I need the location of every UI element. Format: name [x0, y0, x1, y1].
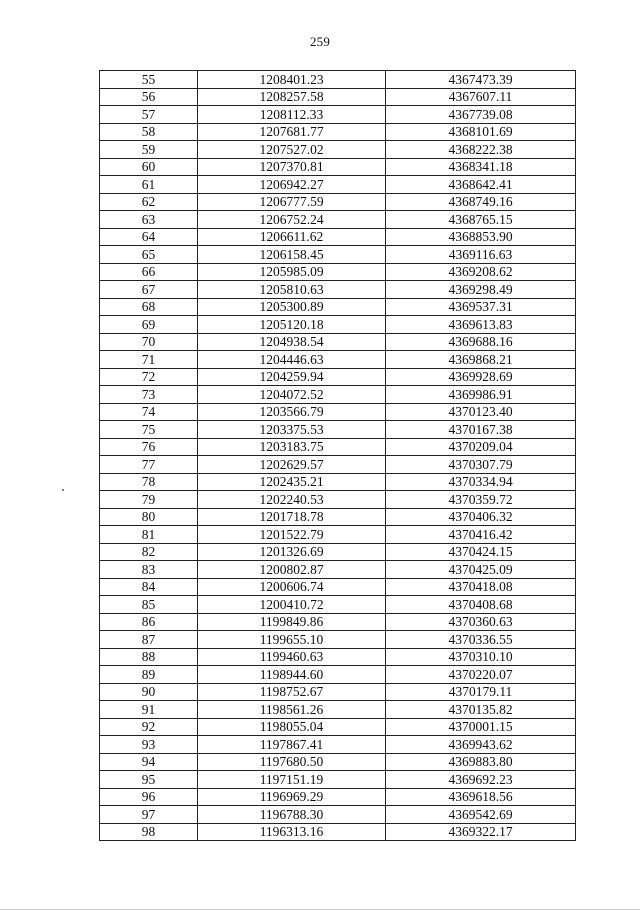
x-coordinate-cell: 1196969.29 — [198, 788, 386, 806]
point-number-cell: 90 — [100, 683, 198, 701]
point-number-cell: 94 — [100, 753, 198, 771]
y-coordinate-cell: 4369943.62 — [386, 736, 576, 754]
x-coordinate-cell: 1202629.57 — [198, 456, 386, 474]
point-number-cell: 89 — [100, 666, 198, 684]
x-coordinate-cell: 1206752.24 — [198, 211, 386, 229]
x-coordinate-cell: 1207527.02 — [198, 141, 386, 159]
x-coordinate-cell: 1206611.62 — [198, 228, 386, 246]
table-row — [100, 176, 576, 194]
table-row — [100, 298, 576, 316]
table-row — [100, 333, 576, 351]
table-row — [100, 718, 576, 736]
table-row — [100, 141, 576, 159]
point-number-cell: 97 — [100, 806, 198, 824]
point-number-cell: 65 — [100, 246, 198, 264]
table-row — [100, 211, 576, 229]
table-row — [100, 543, 576, 561]
table-row — [100, 666, 576, 684]
y-coordinate-cell: 4369537.31 — [386, 298, 576, 316]
x-coordinate-cell: 1208401.23 — [198, 71, 386, 89]
point-number-cell: 82 — [100, 543, 198, 561]
y-coordinate-cell: 4370425.09 — [386, 561, 576, 579]
y-coordinate-cell: 4370406.32 — [386, 508, 576, 526]
point-number-cell: 73 — [100, 386, 198, 404]
x-coordinate-cell: 1200606.74 — [198, 578, 386, 596]
point-number-cell: 69 — [100, 316, 198, 334]
y-coordinate-cell: 4369542.69 — [386, 806, 576, 824]
table-row — [100, 701, 576, 719]
table-row — [100, 106, 576, 124]
y-coordinate-cell: 4370408.68 — [386, 596, 576, 614]
table-row — [100, 683, 576, 701]
x-coordinate-cell: 1203375.53 — [198, 421, 386, 439]
x-coordinate-cell: 1208112.33 — [198, 106, 386, 124]
point-number-cell: 70 — [100, 333, 198, 351]
x-coordinate-cell: 1206942.27 — [198, 176, 386, 194]
x-coordinate-cell: 1207681.77 — [198, 123, 386, 141]
table-row — [100, 771, 576, 789]
point-number-cell: 83 — [100, 561, 198, 579]
y-coordinate-cell: 4369868.21 — [386, 351, 576, 369]
x-coordinate-cell: 1203566.79 — [198, 403, 386, 421]
point-number-cell: 76 — [100, 438, 198, 456]
x-coordinate-cell: 1205120.18 — [198, 316, 386, 334]
x-coordinate-cell: 1201326.69 — [198, 543, 386, 561]
point-number-cell: 60 — [100, 158, 198, 176]
x-coordinate-cell: 1198752.67 — [198, 683, 386, 701]
point-number-cell: 85 — [100, 596, 198, 614]
x-coordinate-cell: 1200802.87 — [198, 561, 386, 579]
x-coordinate-cell: 1206777.59 — [198, 193, 386, 211]
table-row — [100, 158, 576, 176]
y-coordinate-cell: 4370336.55 — [386, 631, 576, 649]
point-number-cell: 98 — [100, 823, 198, 841]
x-coordinate-cell: 1203183.75 — [198, 438, 386, 456]
table-row — [100, 648, 576, 666]
point-number-cell: 95 — [100, 771, 198, 789]
y-coordinate-cell: 4369986.91 — [386, 386, 576, 404]
page-number: 259 — [309, 34, 331, 49]
point-number-cell: 84 — [100, 578, 198, 596]
y-coordinate-cell: 4369618.56 — [386, 788, 576, 806]
y-coordinate-cell: 4370334.94 — [386, 473, 576, 491]
y-coordinate-cell: 4370179.11 — [386, 683, 576, 701]
table-row — [100, 491, 576, 509]
y-coordinate-cell: 4370359.72 — [386, 491, 576, 509]
table-row — [100, 596, 576, 614]
coordinates-table — [99, 70, 576, 841]
point-number-cell: 67 — [100, 281, 198, 299]
y-coordinate-cell: 4368222.38 — [386, 141, 576, 159]
point-number-cell: 57 — [100, 106, 198, 124]
table-row — [100, 526, 576, 544]
point-number-cell: 78 — [100, 473, 198, 491]
table-row — [100, 123, 576, 141]
y-coordinate-cell: 4369613.83 — [386, 316, 576, 334]
y-coordinate-cell: 4368101.69 — [386, 123, 576, 141]
point-number-cell: 79 — [100, 491, 198, 509]
y-coordinate-cell: 4368853.90 — [386, 228, 576, 246]
table-row — [100, 788, 576, 806]
x-coordinate-cell: 1202240.53 — [198, 491, 386, 509]
table-row — [100, 456, 576, 474]
table-row — [100, 561, 576, 579]
point-number-cell: 91 — [100, 701, 198, 719]
stray-dot-mark — [62, 489, 64, 491]
point-number-cell: 81 — [100, 526, 198, 544]
table-row — [100, 806, 576, 824]
point-number-cell: 75 — [100, 421, 198, 439]
table-row — [100, 403, 576, 421]
point-number-cell: 62 — [100, 193, 198, 211]
y-coordinate-cell: 4368341.18 — [386, 158, 576, 176]
table-row — [100, 736, 576, 754]
point-number-cell: 59 — [100, 141, 198, 159]
point-number-cell: 58 — [100, 123, 198, 141]
point-number-cell: 87 — [100, 631, 198, 649]
y-coordinate-cell: 4370135.82 — [386, 701, 576, 719]
table-row — [100, 578, 576, 596]
x-coordinate-cell: 1202435.21 — [198, 473, 386, 491]
table-row — [100, 246, 576, 264]
table-row — [100, 281, 576, 299]
y-coordinate-cell: 4367607.11 — [386, 88, 576, 106]
x-coordinate-cell: 1198561.26 — [198, 701, 386, 719]
table-row — [100, 228, 576, 246]
x-coordinate-cell: 1201522.79 — [198, 526, 386, 544]
x-coordinate-cell: 1197867.41 — [198, 736, 386, 754]
y-coordinate-cell: 4370001.15 — [386, 718, 576, 736]
y-coordinate-cell: 4368765.15 — [386, 211, 576, 229]
x-coordinate-cell: 1204938.54 — [198, 333, 386, 351]
table-row — [100, 823, 576, 841]
y-coordinate-cell: 4369883.80 — [386, 753, 576, 771]
x-coordinate-cell: 1204259.94 — [198, 368, 386, 386]
y-coordinate-cell: 4369116.63 — [386, 246, 576, 264]
x-coordinate-cell: 1198944.60 — [198, 666, 386, 684]
y-coordinate-cell: 4370209.04 — [386, 438, 576, 456]
x-coordinate-cell: 1201718.78 — [198, 508, 386, 526]
table-row — [100, 438, 576, 456]
y-coordinate-cell: 4370307.79 — [386, 456, 576, 474]
x-coordinate-cell: 1204446.63 — [198, 351, 386, 369]
point-number-cell: 80 — [100, 508, 198, 526]
point-number-cell: 77 — [100, 456, 198, 474]
x-coordinate-cell: 1206158.45 — [198, 246, 386, 264]
table-row — [100, 71, 576, 89]
x-coordinate-cell: 1198055.04 — [198, 718, 386, 736]
y-coordinate-cell: 4367473.39 — [386, 71, 576, 89]
point-number-cell: 63 — [100, 211, 198, 229]
x-coordinate-cell: 1196313.16 — [198, 823, 386, 841]
y-coordinate-cell: 4370360.63 — [386, 613, 576, 631]
table-row — [100, 316, 576, 334]
point-number-cell: 74 — [100, 403, 198, 421]
table-row — [100, 421, 576, 439]
x-coordinate-cell: 1196788.30 — [198, 806, 386, 824]
x-coordinate-cell: 1200410.72 — [198, 596, 386, 614]
y-coordinate-cell: 4369208.62 — [386, 263, 576, 281]
point-number-cell: 68 — [100, 298, 198, 316]
table-row — [100, 473, 576, 491]
y-coordinate-cell: 4370424.15 — [386, 543, 576, 561]
table-row — [100, 631, 576, 649]
table-row — [100, 88, 576, 106]
x-coordinate-cell: 1208257.58 — [198, 88, 386, 106]
point-number-cell: 96 — [100, 788, 198, 806]
point-number-cell: 66 — [100, 263, 198, 281]
y-coordinate-cell: 4370416.42 — [386, 526, 576, 544]
x-coordinate-cell: 1199655.10 — [198, 631, 386, 649]
y-coordinate-cell: 4370123.40 — [386, 403, 576, 421]
y-coordinate-cell: 4370310.10 — [386, 648, 576, 666]
y-coordinate-cell: 4369692.23 — [386, 771, 576, 789]
x-coordinate-cell: 1205300.89 — [198, 298, 386, 316]
table-row — [100, 386, 576, 404]
bottom-edge-line — [0, 909, 640, 910]
point-number-cell: 92 — [100, 718, 198, 736]
y-coordinate-cell: 4368642.41 — [386, 176, 576, 194]
y-coordinate-cell: 4367739.08 — [386, 106, 576, 124]
y-coordinate-cell: 4369298.49 — [386, 281, 576, 299]
x-coordinate-cell: 1205810.63 — [198, 281, 386, 299]
x-coordinate-cell: 1199460.63 — [198, 648, 386, 666]
coordinates-table-body — [100, 71, 576, 841]
point-number-cell: 88 — [100, 648, 198, 666]
point-number-cell: 56 — [100, 88, 198, 106]
y-coordinate-cell: 4368749.16 — [386, 193, 576, 211]
y-coordinate-cell: 4370167.38 — [386, 421, 576, 439]
point-number-cell: 71 — [100, 351, 198, 369]
point-number-cell: 86 — [100, 613, 198, 631]
table-row — [100, 263, 576, 281]
point-number-cell: 72 — [100, 368, 198, 386]
y-coordinate-cell: 4370418.08 — [386, 578, 576, 596]
table-row — [100, 508, 576, 526]
table-row — [100, 753, 576, 771]
point-number-cell: 93 — [100, 736, 198, 754]
point-number-cell: 64 — [100, 228, 198, 246]
table-row — [100, 368, 576, 386]
x-coordinate-cell: 1207370.81 — [198, 158, 386, 176]
x-coordinate-cell: 1205985.09 — [198, 263, 386, 281]
y-coordinate-cell: 4369322.17 — [386, 823, 576, 841]
table-row — [100, 351, 576, 369]
point-number-cell: 55 — [100, 71, 198, 89]
x-coordinate-cell: 1199849.86 — [198, 613, 386, 631]
y-coordinate-cell: 4369928.69 — [386, 368, 576, 386]
table-row — [100, 613, 576, 631]
point-number-cell: 61 — [100, 176, 198, 194]
x-coordinate-cell: 1197680.50 — [198, 753, 386, 771]
table-row — [100, 193, 576, 211]
x-coordinate-cell: 1204072.52 — [198, 386, 386, 404]
y-coordinate-cell: 4369688.16 — [386, 333, 576, 351]
y-coordinate-cell: 4370220.07 — [386, 666, 576, 684]
x-coordinate-cell: 1197151.19 — [198, 771, 386, 789]
